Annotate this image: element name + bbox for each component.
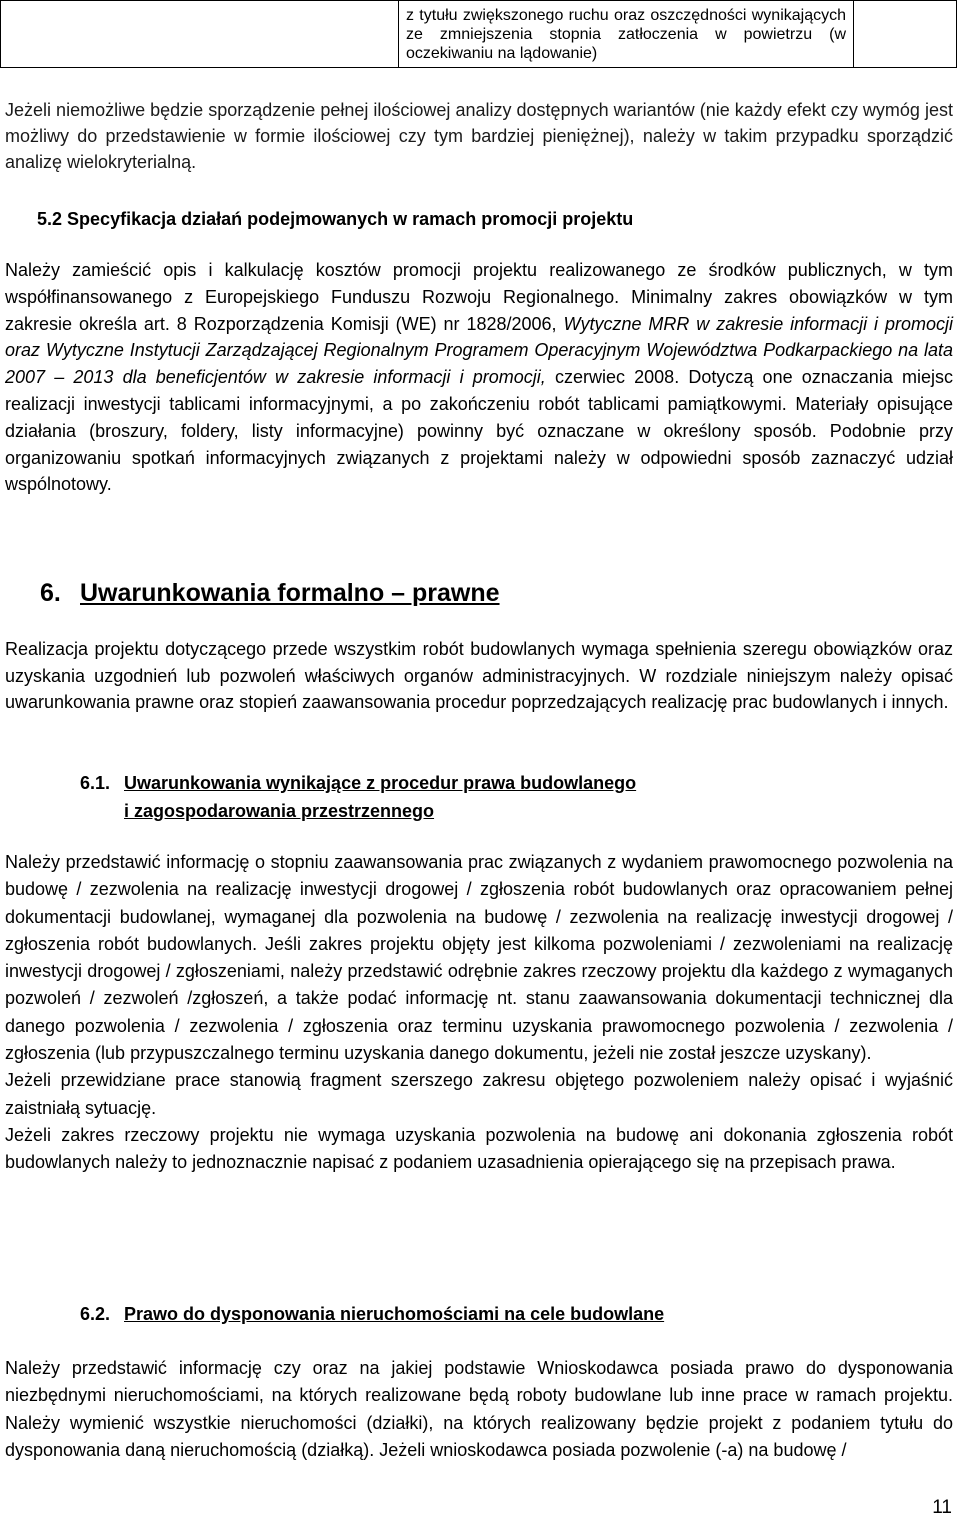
section-number: 6.2.	[80, 1304, 111, 1324]
section-title-line-2: i zagospodarowania przestrzennego	[124, 801, 435, 821]
intro-paragraph: Jeżeli niemożliwe będzie sporządzenie pełnej ilościowej analizy dostępnych wariantów (nie każdy efekt czy wymóg jest możliwy do przedstawienie w formie ilościowej czy tym bardziej pieniężnej), należy w takim przypadku sporządzić analizę wielokryterialną.	[5, 100, 953, 172]
paragraph: Jeżeli przewidziane prace stanowią fragment szerszego zakresu objętego pozwoleniem należy opisać i wyjaśnić zaistniałą sytuację.	[5, 1070, 953, 1118]
section-title: Prawo do dysponowania nieruchomościami na cele budowlane	[124, 1304, 665, 1324]
section-title: Uwarunkowania formalno – prawne	[80, 579, 500, 607]
header-table-empty-cell	[1, 1, 399, 67]
paragraph: Należy przedstawić informację o stopniu zaawansowania prac związanych z wydaniem prawomocnego pozwolenia na budowę / zezwolenia na realizację inwestycji drogowej / zgłoszenia robót budowlanych oraz opracowaniem pełnej dokumentacji budowlanej, wymaganej dla pozwolenia na budowę / zezwolenia na realizację inwestycji drogowej / zgłoszenia robót budowlanych. Jeśli zakres projektu objęty jest kilkoma pozwoleniami / zezwoleniami na realizację inwestycji drogowej / zgłoszeniami, należy przedstawić odrębnie zakres rzeczowy projektu dla każdego z wymaganych pozwoleń / zezwoleń /zgłoszeń, a także podać informację nt. stanu zaawansowania dokumentacji technicznej dla danego pozwolenia / zezwolenia / zgłoszenia oraz terminu uzyskania prawomocnego pozwolenia / zezwolenia / zgłoszenia (lub przypuszczalnego terminu uzyskania danego dokumentu, jeżeli nie został jeszcze uzyskany).	[5, 852, 953, 1064]
paragraph: Jeżeli zakres rzeczowy projektu nie wymaga uzyskania pozwolenia na budowę ani dokonania zgłoszenia robót budowlanych należy to jednoznacznie napisać z podaniem uzasadnienia opierającego się na przepisach prawa.	[5, 1124, 953, 1173]
section-5-2-paragraph	[5, 257, 953, 498]
paragraph-text: czerwiec 2008. Dotyczą one oznaczania miejsc realizacji inwestycji tablicami informacyjnymi, a po zakończeniu robót tablicami pamiątkowymi. Materiały opisujące działania (broszury, foldery, listy informacyjne) powinny być oznaczane w określony sposób. Podobnie przy organizowaniu spotkań informacyjnych związanych z projektami należy w odpowiedni sposób zaznaczyć udział wspólnotowy.	[5, 367, 953, 495]
section-number: 6.	[40, 579, 61, 607]
section-6-2-paragraph: Należy przedstawić informację czy oraz na jakiej podstawie Wnioskodawca posiada prawo do dysponowania niezbędnymi nieruchomościami, na których realizowane będą roboty budowlane lub inne prace w ramach projektu. Należy wymienić wszystkie nieruchomości (działki), na których realizowany będzie projekt z podaniem tytułu do dysponowania daną nieruchomością (działką). Jeżeli wnioskodawca posiada pozwolenie (-a) na budowę /	[5, 1358, 953, 1460]
paragraph-text: Należy zamieścić opis i kalkulację kosztów promocji projektu realizowanego ze środków publicznych, w tym współfinansowanego z Europejskiego Funduszu Rozwoju Regionalnego. Minimalny zakres obowiązków w tym zakresie określa art. 8 Rozporządzenia Komisji (WE) nr 1828/2006,	[5, 260, 953, 334]
header-table	[0, 0, 957, 68]
section-6-1-heading	[80, 769, 636, 825]
section-6-1-body	[5, 849, 953, 1177]
section-5-2-heading	[37, 206, 633, 232]
section-title: Specyfikacja działań podejmowanych w ramach promocji projektu	[67, 209, 634, 229]
section-6-2-heading	[80, 1301, 664, 1327]
header-table-text-cell: z tytułu zwiększonego ruchu oraz oszczędności wynikających ze zmniejszenia stopnia zatłoczenia w powietrzu (w oczekiwaniu na lądowanie)	[399, 1, 854, 67]
section-number: 5.2	[37, 209, 63, 229]
section-number: 6.1.	[80, 773, 111, 793]
section-6-paragraph: Realizacja projektu dotyczącego przede wszystkim robót budowlanych wymaga spełnienia szeregu obowiązków oraz uzyskania uzgodnień lub pozwoleń właściwych organów administracyjnych. W rozdziale niniejszym należy opisać uwarunkowania prawne oraz stopień zaawansowania procedur poprzedzających realizację prac budowlanych i innych.	[5, 639, 953, 712]
section-6-heading	[40, 576, 500, 610]
paragraph-italic-text: Wytyczne MRR w zakresie informacji i promocji oraz Wytyczne Instytucji Zarządzającej Regionalnym Programem Operacyjnym Województwa Podkarpackiego na lata 2007 – 2013 dla beneficjentów w zakresie informacji i promocji,	[5, 313, 953, 388]
header-table-empty-cell-right	[854, 1, 956, 67]
page-number: 11	[932, 1497, 952, 1518]
section-title-line-1: Uwarunkowania wynikające z procedur prawa budowlanego	[124, 773, 637, 793]
